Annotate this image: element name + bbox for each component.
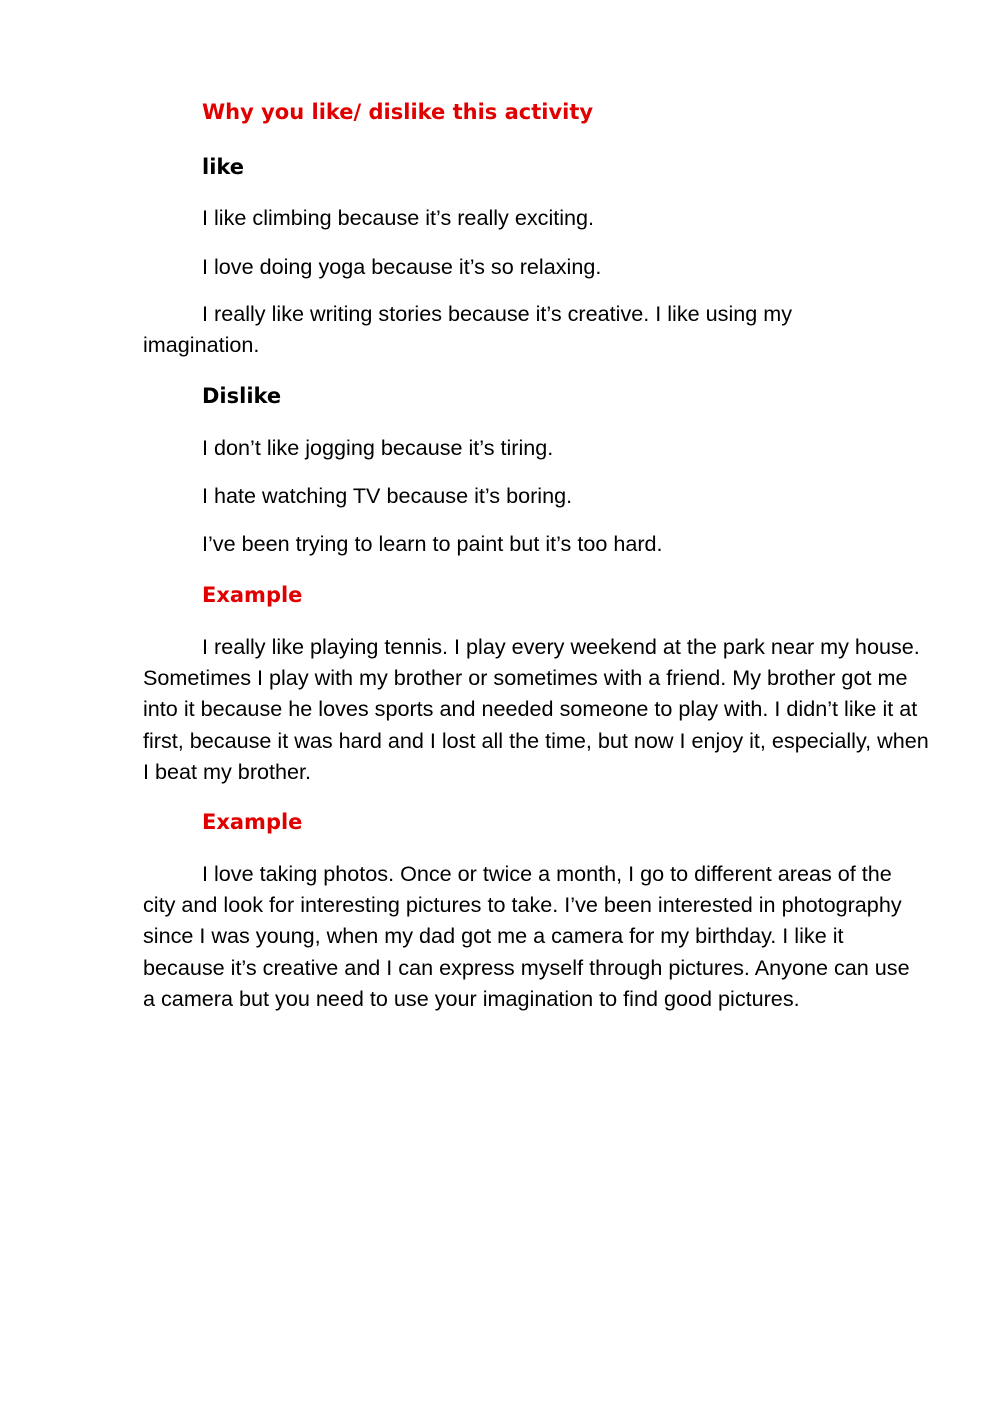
- like-sentence-3: I really like writing stories because it’s creative. I like using my imagination.: [143, 301, 793, 358]
- dislike-heading: Dislike: [202, 384, 282, 408]
- like-sentence-1: I like climbing because it’s really exciting.: [202, 205, 595, 230]
- like-sentence-2: I love doing yoga because it’s so relaxing.: [202, 254, 602, 279]
- example-paragraph-1: I really like playing tennis. I play every weekend at the park near my house. Sometimes I play with my brother or sometimes with a friend. My brother got me into it because he loves sports and needed someone to play with. I didn’t like it at first, because it was hard and I lost all the time, but now I enjoy it, especially, when I beat my brother.: [143, 634, 929, 784]
- example-paragraph-2: I love taking photos. Once or twice a month, I go to different areas of the city and look for interesting pictures to take. I’ve been interested in photography since I was young, when my dad got me a camera for my birthday. I like it because it’s creative and I can express myself through pictures. Anyone can use a camera but you need to use your imagination to find good pictures.: [143, 861, 910, 1011]
- example-heading-2: Example: [202, 810, 303, 834]
- document-title: Why you like/ dislike this activity: [202, 100, 594, 124]
- like-heading: like: [202, 155, 245, 179]
- dislike-sentence-3: I’ve been trying to learn to paint but it’s too hard.: [202, 531, 663, 556]
- example-heading-1: Example: [202, 583, 303, 607]
- dislike-sentence-2: I hate watching TV because it’s boring.: [202, 483, 573, 508]
- dislike-sentence-1: I don’t like jogging because it’s tiring.: [202, 435, 554, 460]
